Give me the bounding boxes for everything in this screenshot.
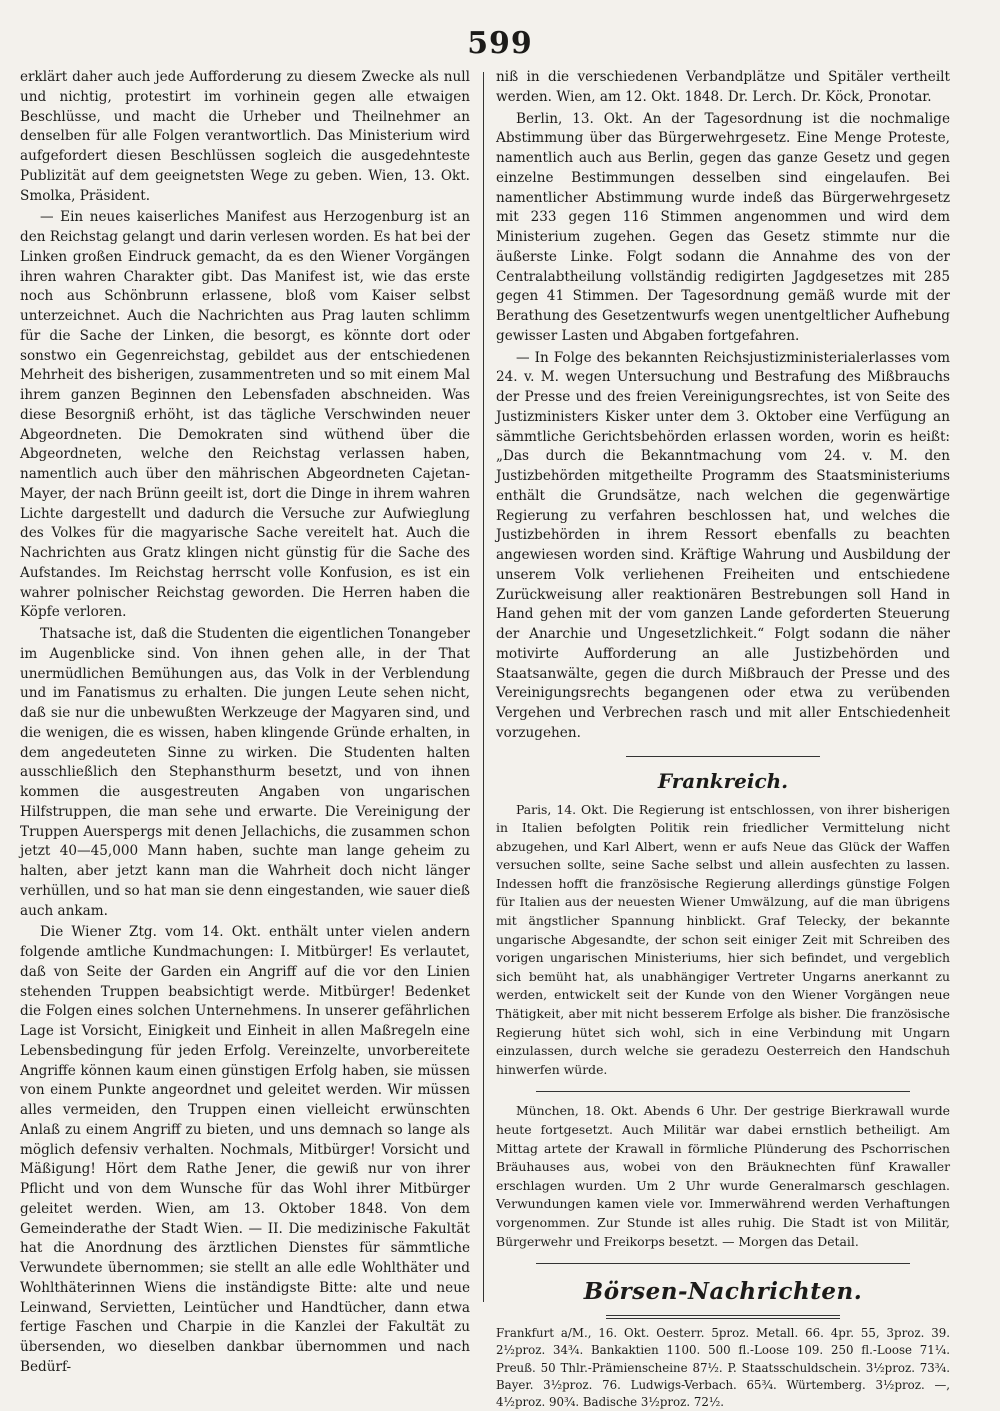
- section-divider: [626, 756, 820, 757]
- left-paragraph-1: erklärt daher auch jede Aufforderung zu diesem Zwecke als null und nichtig, protestirt im vorhinein gegen alle etwaigen Beschlüsse, und macht die Urheber und Theilnehmer an denselben für alle Folgen verantwortlich. Das Ministerium wird aufgefordert diesen Beschlüssen sogleich die ausgedehnteste Publizität auf dem geeignetsten Wege zu geben. Wien, 13. Okt. Smolka, Präsident.: [20, 69, 470, 204]
- left-paragraph-3: Thatsache ist, daß die Studenten die eigentlichen Tonangeber im Augenblicke sind. Von ihnen gehen alle, in der That unermüdlichen Bemühungen aus, das Volk in der Verblendung und im Fanatismus zu erhalten. Die jungen Leute sehen nicht, daß sie nur die unbewußten Werkzeuge der Magyaren sind, und die wenigen, die es wissen, haben klingende Gründe erhalten, in dem angedeuteten Sinne zu wirken. Die Studenten halten ausschließlich den Stephansthurm besetzt, und von ihnen kommen die ausgestreuten Angaben von ungarischen Hilfstruppen, die man sehe und erwarte. Die Vereinigung der Truppen Auerspergs mit denen Jellachichs, die zusammen schon jetzt 40—45,000 Mann haben, suchte man lange geheim zu halten, aber jetzt kann man die Wahrheit doch nicht länger verhüllen, und so hat man sie denn eingestanden, wie sauer dieß auch ankam.: [20, 626, 470, 919]
- right-column: [496, 68, 950, 1411]
- right-paragraph-berlin: Berlin, 13. Okt. An der Tagesordnung ist die nochmalige Abstimmung über das Bürgerwehrgesetz. Eine Menge Proteste, namentlich auch aus Berlin, gegen das ganze Gesetz und gegen einzelne Bestimmungen desselben sind eingelaufen. Bei namentlicher Abstimmung wurde indeß das Bürgerwehrgesetz mit 233 gegen 116 Stimmen angenommen und wird dem Ministerium zugehen. Gegen das Gesetz stimmte nur die äußerste Linke. Folgt sodann die Annahme des von der Centralabtheilung vollständig redigirten Jagdgesetzes mit 285 gegen 41 Stimmen. Der Tagesordnung gemäß wurde mit der Berathung des Gesetzentwurfs wegen unentgeltlicher Aufhebung gewisser Lasten und Abgaben fortgefahren.: [496, 110, 950, 344]
- right-paragraph-paris: Paris, 14. Okt. Die Regierung ist entschlossen, von ihrer bisherigen in Italien befolgten Politik rein friedlicher Vermittelung nicht abzugehen, und Karl Albert, wenn er aufs Neue das Glück der Waffen versuchen sollte, seine Sache selbst und allein ausfechten zu lassen. Indessen hofft die französische Regierung allerdings günstige Folgen für Italien aus der neuesten Wiener Umwälzung, auf die man übrigens mit ängstlicher Spannung hinblickt. Graf Telecky, der bekannte ungarische Abgesandte, der schon seit einiger Zeit mit Schreiben des vorigen ungarischen Ministeriums, hier sich befindet, und vergeblich sich bemüht hat, als unabhängiger Vertreter Ungarns anerkannt zu werden, entwickelt seit der Kunde von den Wiener Vorgängen neue Thätigkeit, aber mit nicht besserem Erfolge als bisher. Die französische Regierung hütet sich wohl, sich in eine Verbindung mit Ungarn einzulassen, durch welche sie geradezu Oesterreich den Handschuh hinwerfen würde.: [496, 801, 950, 1077]
- section-divider: [536, 1263, 910, 1264]
- double-rule: [606, 1315, 840, 1319]
- section-heading-france: Frankreich.: [657, 768, 789, 793]
- section-heading-stock: Börsen-Nachrichten.: [583, 1278, 863, 1306]
- left-column: [20, 68, 470, 1380]
- page-number: 599: [467, 26, 533, 61]
- stock-report: Frankfurt a/M., 16. Okt. Oesterr. 5proz. Metall. 66. 4pr. 55, 3proz. 39. 2½proz. 34¾. Bankaktien 1100. 500 fl.-Loose 109. 250 fl.-Loose 71¼. Preuß. 50 Thlr.-Prämienscheine 87½. P. Staatsschuldschein. 3½proz. 73¾. Bayer. 3½proz. 76. Ludwigs-Verbach. 65¾. Würtemberg. 3½proz. —, 4½proz. 90¾. Badische 3½proz. 72½.: [496, 1326, 950, 1409]
- right-paragraph-1: niß in die verschiedenen Verbandplätze und Spitäler vertheilt werden. Wien, am 12. Okt. 1848. Dr. Lerch. Dr. Köck, Pronotar.: [496, 69, 950, 105]
- right-paragraph-justice: — In Folge des bekannten Reichsjustizministerialerlasses vom 24. v. M. wegen Untersuchung und Bestrafung des Mißbrauchs der Presse und des freien Vereinigungsrechtes, ist von Seite des Justizministers Kisker unter dem 3. Oktober eine Verfügung an sämmtliche Gerichtsbehörden erlassen worden, worin es heißt: „Das durch die Bekanntmachung vom 24. v. M. den Justizbehörden mitgetheilte Programm des Staatsministeriums enthält die Grundsätze, nach welchen die gegenwärtige Regierung zu verfahren beschlossen hat, und welches die Justizbehörden in ihrem Ressort ebenfalls zu beachten angewiesen worden sind. Kräftige Wahrung und Ausbildung der unserem Volk verliehenen Freiheiten und entschiedene Zurückweisung aller reaktionären Bestrebungen soll Hand in Hand gehen mit der vom ganzen Lande geforderten Steuerung der Anarchie und Ungesetzlichkeit.“ Folgt sodann die näher motivirte Aufforderung an alle Justizbehörden und Staatsanwälte, gegen die durch Mißbrauch der Presse und des Vereinigungsrechts begangenen oder etwa zu verübenden Vergehen und Verbrechen rasch und mit aller Entschiedenheit vorzugehen.: [496, 349, 950, 741]
- right-paragraph-munich: München, 18. Okt. Abends 6 Uhr. Der gestrige Bierkrawall wurde heute fortgesetzt. Auch Militär war dabei ernstlich betheiligt. Am Mittag artete der Krawall in förmliche Plünderung des Pschorrischen Bräuhauses aus, wobei von den Bräuknechten fünf Krawaller erschlagen wurden. Um 2 Uhr wurde Generalmarsch geschlagen. Verwundungen kamen viele vor. Immerwährend werden Verhaftungen vorgenommen. Zur Stunde ist alles ruhig. Die Stadt ist von Militär, Bürgerwehr und Freikorps besetzt. — Morgen das Detail.: [496, 1103, 950, 1249]
- left-paragraph-2: — Ein neues kaiserliches Manifest aus Herzogenburg ist an den Reichstag gelangt und darin verlesen worden. Es hat bei der Linken großen Eindruck gemacht, da es den Wiener Vorgängen ihren wahren Charakter gibt. Das Manifest ist, wie das erste noch aus Schönbrunn erlassene, bloß vom Kaiser selbst unterzeichnet. Auch die Nachrichten aus Prag lauten schlimm für die Sache der Linken, die besorgt, es könnte dort oder sonstwo ein Gegenreichstag, gebildet aus der entschiedenen Mehrheit des bisherigen, zusammentreten und so mit einem Mal ihrem ganzen Beginnen den Lebensfaden abschneiden. Was diese Besorgniß erhöht, ist das tägliche Verschwinden neuer Abgeordneten. Die Demokraten sind wüthend über die Abgeordneten, welche den Reichstag verlassen haben, namentlich auch über den mährischen Abgeordneten Cajetan-Mayer, der nach Brünn geeilt ist, dort die Dinge in ihrem wahren Lichte dargestellt und dadurch die Versuche zur Aufwieglung des Volkes für die magyarische Sache vereitelt hat. Auch die Nachrichten aus Gratz klingen nicht günstig für die Sache des Aufstandes. Im Reichstag herrscht volle Konfusion, es ist ein wahrer polnischer Reichstag geworden. Die Herren haben die Köpfe verloren.: [20, 209, 471, 621]
- column-divider: [483, 72, 484, 1302]
- left-paragraph-4: Die Wiener Ztg. vom 14. Okt. enthält unter vielen andern folgende amtliche Kundmachungen: I. Mitbürger! Es verlautet, daß von Seite der Garden ein Angriff auf die vor den Linien stehenden Truppen beabsichtigt werde. Mitbürger! Bedenket die Folgen eines solchen Unternehmens. In unserer gefährlichen Lage ist Vorsicht, Einigkeit und Einheit in allen Maßregeln eine Lebensbedingung für jeden Erfolg. Vereinzelte, unvorbereitete Angriffe können kaum einen günstigen Erfolg haben, sie müssen von einem Punkte angeordnet und geleitet werden. Wir müssen alles vermeiden, den Truppen einen vielleicht erwünschten Anlaß zu einem Angriff zu bieten, und uns demnach so lange als möglich defensiv verhalten. Nochmals, Mitbürger! Vorsicht und Mäßigung! Hört dem Rathe Jener, die gewiß nur von ihrer Pflicht und von dem Wunsche für das Wohl ihrer Mitbürger geleitet werden. Wien, am 13. Oktober 1848. Von dem Gemeinderathe der Stadt Wien. — II. Die medizinische Fakultät hat die Anordnung des ärztlichen Dienstes für sämmtliche Verwundete übernommen; sie stellt an alle edle Wohlthäter und Wohlthäterinnen Wiens die inständigste Bitte: alte und neue Leinwand, Servietten, Leintücher und Handtücher, dann etwa fertige Faschen und Charpie in die Kanzlei der Fakultät zu übersenden, wo dieselben dankbar übernommen und nach Bedürf-: [20, 924, 470, 1375]
- section-divider: [536, 1091, 910, 1092]
